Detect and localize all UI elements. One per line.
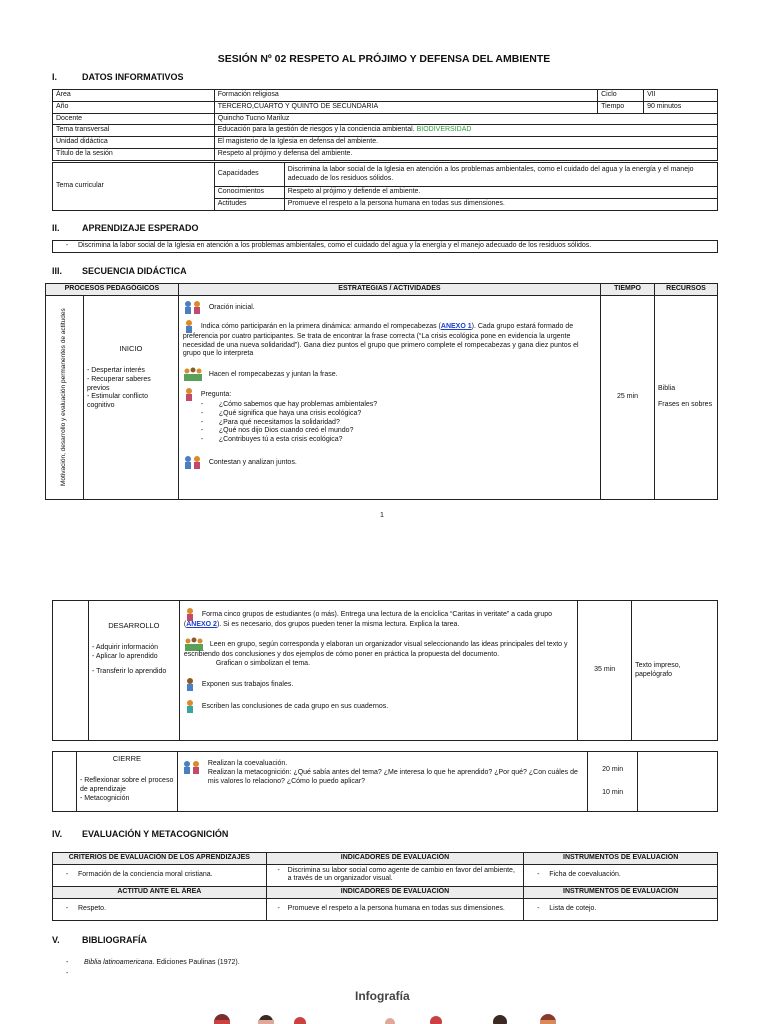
- inicio-label: INICIO: [119, 343, 143, 353]
- secuencia-inicio-table: [45, 283, 718, 500]
- conocimientos-value: Respeto al prójimo y defiende el ambiente.: [284, 187, 717, 199]
- desarrollo-actividades: [179, 601, 577, 741]
- biodiversidad-tag: BIODIVERSIDAD: [416, 126, 472, 134]
- people-illustration-icon: [200, 1008, 570, 1024]
- header-actitud: ACTITUD ANTE EL ÁREA: [53, 886, 267, 898]
- infografia-illustration: [200, 1008, 570, 1024]
- leen-row: Leen en grupo, según corresponda y elaboran un organizador visual seleccionando las ideas principales del texto y escribiendo dos conclusiones y dos ejemplos de cómo poner en práctica la propuesta del documento.: [184, 637, 573, 660]
- exponen-row: Exponen sus trabajos finales.: [184, 677, 573, 691]
- cierre-actividades: [177, 752, 587, 812]
- coevaluacion-text: Realizan la coevaluación.: [207, 760, 288, 767]
- section-heading-datos: I. DATOS INFORMATIVOS: [52, 72, 184, 82]
- pregunta-item: - ¿Qué significa que haya una crisis ecológica?: [191, 410, 596, 419]
- header-procesos: PROCESOS PEDAGÓGICOS: [46, 284, 179, 296]
- pregunta-item: - ¿Para qué necesitamos la solidaridad?: [191, 419, 596, 428]
- teacher-icon: [184, 607, 196, 621]
- page-number: 1: [380, 512, 384, 519]
- pregunta-item: - ¿Cómo sabemos que hay problemas ambientales?: [191, 401, 596, 410]
- infografia-title: Infografía: [355, 989, 410, 1003]
- header-instrumentos: INSTRUMENTOS DE EVALUACIÓN: [524, 853, 718, 865]
- section-heading-bibliografia: V. BIBLIOGRAFÍA: [52, 935, 147, 945]
- pregunta-item: - ¿Contribuyes tú a esta crisis ecológica?: [191, 436, 596, 445]
- hacen-row: Hacen el rompecabezas y juntan la frase.: [183, 367, 596, 381]
- vertical-cell: [46, 295, 84, 499]
- aprendizaje-table: [52, 240, 718, 253]
- ciclo-value: VII: [644, 90, 718, 102]
- curricular-label: Tema curricular: [53, 163, 215, 211]
- bibliografia-item: - Biblia latinoamericana. Ediciones Paulinas (1972).: [66, 959, 240, 966]
- teacher-icon: [183, 387, 195, 401]
- header-indicadores-2: INDICADORES DE EVALUACIÓN: [266, 886, 524, 898]
- session-title: SESIÓN Nº 02 RESPETO AL PRÓJIMO Y DEFENSA DEL AMBIENTE: [217, 53, 551, 65]
- header-instrumentos-2: INSTRUMENTOS DE EVALUACIÓN: [524, 886, 718, 898]
- desarrollo-vertical-cell: [53, 601, 89, 741]
- header-recursos: RECURSOS: [655, 284, 718, 296]
- metacognicion-text: Realizan la metacognición: ¿Qué sabía antes del tema? ¿Me interesa lo que he aprendido? ¿Por qué? ¿Con cuáles de mis valores lo relaciono? ¿Cómo lo puedo aplicar?: [207, 768, 578, 785]
- vertical-caption: Motivación, desarrollo y evaluación permanentes de actitudes: [60, 308, 68, 487]
- transversal-label: Tema transversal: [53, 125, 215, 137]
- anio-label: Año: [53, 101, 215, 113]
- instrumento-2-cell: - Lista de cotejo.: [524, 898, 718, 920]
- indica-row: Indica cómo participarán en la primera dinámica: armando el rompecabezas (ANEXO 1). Cada grupo estará formado de preferencia por cuatro participantes. Se trata de encontrar la frase correcta (“La crisis ecológica pone en evidencia la urgente necesidad de una nueva solidaridad”). Gana diez puntos el grupo que primero complete el rompecabezas y gana diez puntos el grupo que lo interpreta: [183, 319, 596, 359]
- oracion-row: Oración inicial.: [183, 300, 596, 314]
- bibliografia-item-empty: -: [66, 970, 69, 977]
- desarrollo-recursos: Texto impreso, papelógrafo: [632, 601, 718, 741]
- capacidades-value: Discrimina la labor social de la Iglesia en atención a los problemas ambientales, como el cuidado del agua y la energía y el manejo adecuado de los residuos sólidos.: [284, 163, 717, 187]
- datos-table: [52, 89, 718, 161]
- tema-curricular-table: [52, 162, 718, 211]
- student-writing-icon: [184, 699, 196, 713]
- instrumento-1-cell: - Ficha de coevaluación.: [524, 864, 718, 886]
- secuencia-desarrollo-table: [52, 600, 718, 741]
- grafican-row: Grafican o simbolizan el tema.: [215, 659, 311, 667]
- section-heading-aprendizaje: II. APRENDIZAJE ESPERADO: [52, 223, 199, 233]
- actitudes-label: Actitudes: [214, 198, 284, 210]
- teacher-student-icon: [183, 300, 203, 314]
- indicador-1-cell: - Discrimina su labor social como agente de cambio en favor del ambiente, a través de un organizador visual.: [266, 864, 524, 886]
- header-indicadores: INDICADORES DE EVALUACIÓN: [266, 853, 524, 865]
- header-criterios: CRITERIOS DE EVALUACIÓN DE LOS APRENDIZAJES: [53, 853, 267, 865]
- titulo-value: Respeto al prójimo y defensa del ambiente.: [214, 148, 717, 160]
- indicador-2-cell: - Promueve el respeto a la persona humana en todas sus dimensiones.: [266, 898, 524, 920]
- cierre-recursos: [638, 752, 718, 812]
- anexo-2-link[interactable]: ANEXO 2: [186, 621, 217, 628]
- pregunta-item: - ¿Qué nos dijo Dios cuando creó el mundo?: [191, 427, 596, 436]
- transversal-value: Educación para la gestión de riesgos y la conciencia ambiental. BIODIVERSIDAD: [214, 125, 717, 137]
- unidad-label: Unidad didáctica: [53, 137, 215, 149]
- evaluacion-table: [52, 852, 718, 921]
- teacher-student-icon: [183, 455, 203, 469]
- student-icon: [184, 677, 196, 691]
- section-heading-evaluacion: IV. EVALUACIÓN Y METACOGNICIÓN: [52, 829, 229, 839]
- escriben-row: Escriben las conclusiones de cada grupo en sus cuadernos.: [184, 699, 573, 713]
- cierre-label: CIERRE: [112, 754, 142, 763]
- docente-label: Docente: [53, 113, 215, 125]
- actitudes-value: Promueve el respeto a la persona humana en todas sus dimensiones.: [284, 198, 717, 210]
- preguntas-list: [191, 401, 596, 445]
- actitud-cell: - Respeto.: [53, 898, 267, 920]
- group-icon: [183, 367, 203, 381]
- cierre-procesos: CIERRE - Reflexionar sobre el proceso de aprendizaje - Metacognición: [76, 752, 177, 812]
- contestan-row: Contestan y analizan juntos.: [183, 455, 596, 469]
- secuencia-cierre-table: [52, 751, 718, 812]
- aprendizaje-text: - Discrimina la labor social de la Iglesia en atención a los problemas ambientales, como el cuidado del agua y la energía y el manejo adecuado de los residuos sólidos.: [53, 241, 718, 253]
- tiempo-label: Tiempo: [598, 101, 644, 113]
- inicio-proceso-1: - Despertar interés: [86, 367, 145, 375]
- inicio-proceso-3: - Estimular conflicto cognitivo: [86, 393, 149, 410]
- inicio-actividades: [178, 295, 600, 499]
- tiempo-value: 90 minutos: [644, 101, 718, 113]
- titulo-label: Título de la sesión: [53, 148, 215, 160]
- teacher-student-icon: [182, 760, 202, 774]
- docente-value: Quincho Tucno Mariluz: [214, 113, 717, 125]
- criterio-cell: - Formación de la conciencia moral cristiana.: [53, 864, 267, 886]
- capacidades-label: Capacidades: [214, 163, 284, 187]
- cierre-vertical-cell: [53, 752, 77, 812]
- header-estrategias: ESTRATEGIAS / ACTIVIDADES: [178, 284, 600, 296]
- ciclo-label: Ciclo: [598, 90, 644, 102]
- pregunta-row: Pregunta:: [183, 387, 596, 401]
- inicio-recursos: Biblia Frases en sobres: [655, 295, 718, 499]
- unidad-value: El magisterio de la Iglesia en defensa del ambiente.: [214, 137, 717, 149]
- inicio-proceso-2: - Recuperar saberes previos: [86, 375, 151, 392]
- forma-row: Forma cinco grupos de estudiantes (o más). Entrega una lectura de la encíclica “Caritas in veritate” a cada grupo (ANEXO 2). Si es necesario, dos grupos pueden tener la misma lectura. Explica la tarea.: [184, 607, 573, 630]
- cierre-tiempo: 20 min 10 min: [588, 752, 638, 812]
- anio-value: TERCERO,CUARTO Y QUINTO DE SECUNDARIA: [214, 101, 597, 113]
- anexo-1-link[interactable]: ANEXO 1: [440, 322, 472, 330]
- area-label: Área: [53, 90, 215, 102]
- desarrollo-label: DESARROLLO: [108, 621, 160, 630]
- inicio-tiempo: 25 min: [601, 295, 655, 499]
- conocimientos-label: Conocimientos: [214, 187, 284, 199]
- inicio-procesos: [83, 295, 178, 499]
- area-value: Formación religiosa: [214, 90, 597, 102]
- teacher-icon: [183, 319, 195, 333]
- header-tiempo: TIEMPO: [601, 284, 655, 296]
- desarrollo-tiempo: 35 min: [578, 601, 632, 741]
- section-heading-secuencia: III. SECUENCIA DIDÁCTICA: [52, 266, 187, 276]
- group-icon: [184, 637, 204, 651]
- desarrollo-procesos: DESARROLLO - Adquirir información - Aplicar lo aprendido - Transferir lo aprendido: [88, 601, 179, 741]
